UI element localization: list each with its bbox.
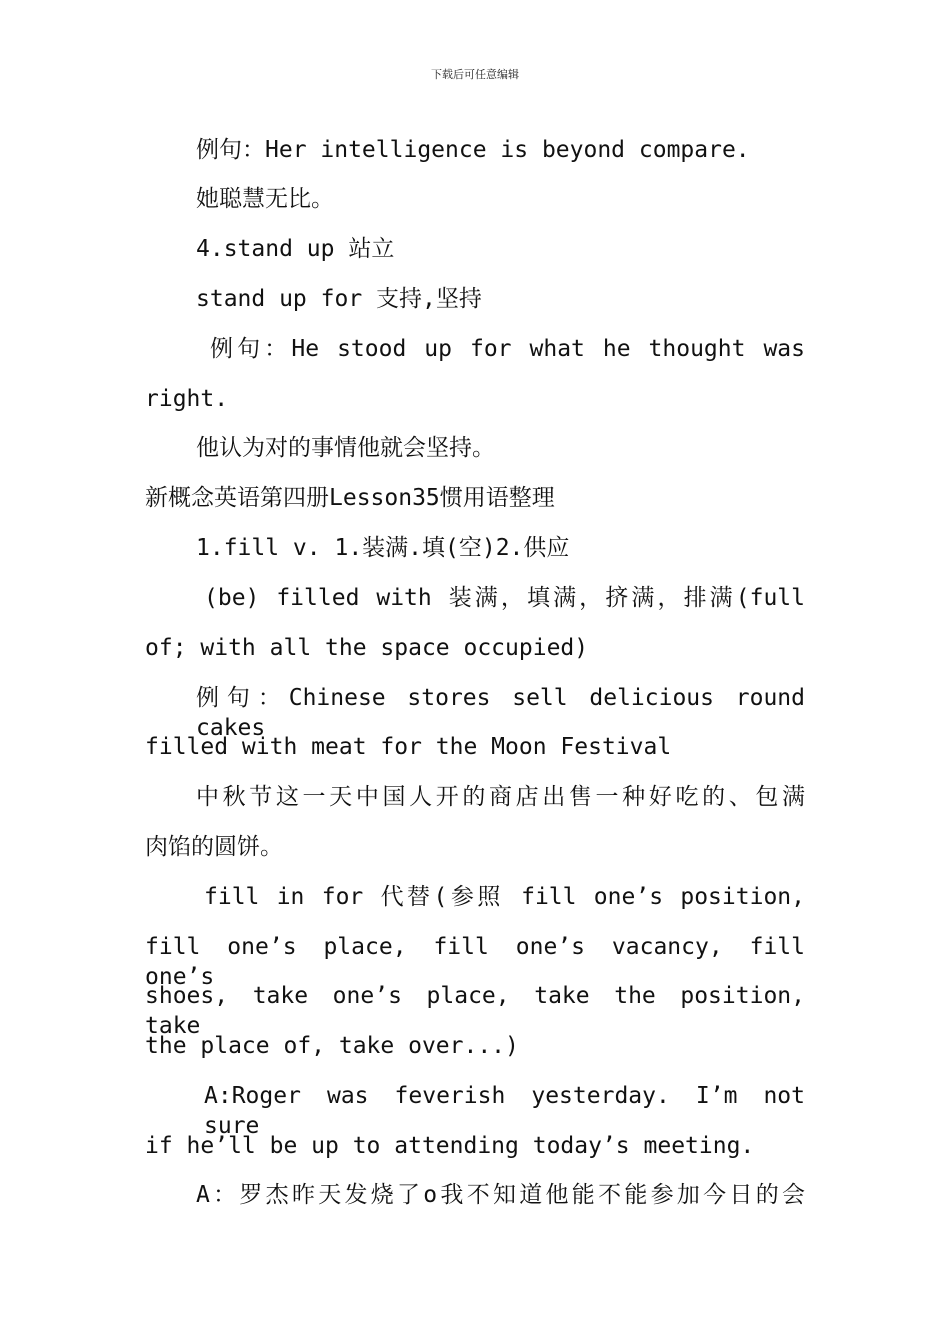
translation-line: 他认为对的事情他就会坚持。 <box>196 435 495 461</box>
phrase-entry-continued: shoes, take one’s place, take the position, take <box>145 983 805 1039</box>
phrase-entry: 4.stand up 站立 <box>196 236 395 262</box>
phrase-entry: fill in for 代替(参照 fill one’s position, <box>204 884 805 910</box>
example-sentence-continued: right. <box>145 386 229 412</box>
phrase-entry-continued: fill one’s place, fill one’s vacancy, fill one’s <box>145 934 805 990</box>
dialogue-line-continued: if he’ll be up to attending today’s meeting. <box>145 1133 755 1159</box>
dialogue-translation: A：罗杰昨天发烧了o我不知道他能不能参加今日的会 <box>196 1182 805 1208</box>
phrase-entry-continued: of; with all the space occupied) <box>145 635 589 661</box>
phrase-entry: (be) filled with 装满，填满，挤满，排满(full <box>204 585 805 611</box>
example-sentence: 例句：He stood up for what he thought was <box>210 336 805 362</box>
translation-line-continued: 肉馅的圆饼。 <box>145 834 283 860</box>
example-sentence: 例句：Her intelligence is beyond compare. <box>196 137 750 163</box>
page-header: 下载后可任意编辑 <box>431 68 519 81</box>
vocab-entry: 1.fill v. 1.装满.填(空)2.供应 <box>196 535 570 561</box>
phrase-entry-continued: the place of, take over...) <box>145 1033 519 1059</box>
section-title: 新概念英语第四册Lesson35惯用语整理 <box>145 485 555 511</box>
translation-line: 她聪慧无比。 <box>196 186 334 212</box>
example-sentence-continued: filled with meat for the Moon Festival <box>145 734 672 760</box>
translation-line: 中秋节这一天中国人开的商店出售一种好吃的、包满 <box>196 784 805 810</box>
example-sentence: 例句：Chinese stores sell delicious round cakes <box>196 685 805 741</box>
dialogue-line: A:Roger was feverish yesterday. I’m not sure <box>204 1083 805 1139</box>
phrase-entry: stand up for 支持,坚持 <box>196 286 482 312</box>
